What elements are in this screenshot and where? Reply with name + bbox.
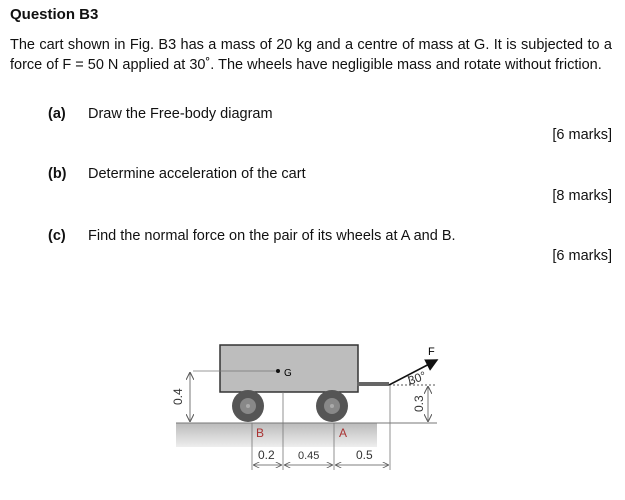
dim-0-3: 0.3	[412, 395, 426, 412]
point-a-label: A	[339, 426, 348, 440]
f-label: F	[428, 346, 435, 358]
question-title: Question B3	[10, 6, 99, 23]
part-label: (a)	[48, 106, 66, 122]
dim-0-4: 0.4	[171, 388, 185, 405]
wheel-a	[316, 390, 348, 422]
dim-0-5: 0.5	[356, 448, 373, 462]
part-b-marks: [8 marks]	[552, 188, 612, 204]
dim-0-45: 0.45	[298, 450, 320, 462]
part-a-marks: [6 marks]	[552, 127, 612, 143]
question-text: The cart shown in Fig. B3 has a mass of 20 kg and a centre of mass at G. It is subjected to a force of F = 50 N applied at 30˚. The wheels have negligible mass and rotate without friction.	[10, 37, 612, 73]
g-label: G	[284, 368, 292, 379]
part-label: (c)	[48, 228, 66, 244]
point-b-label: B	[256, 426, 265, 440]
part-text: Find the normal force on the pair of its wheels at A and B.	[88, 228, 456, 244]
wheel-b	[232, 390, 264, 422]
dim-0-2: 0.2	[258, 448, 275, 462]
angle-label: 30°	[406, 368, 429, 388]
part-text: Determine acceleration of the cart	[88, 166, 306, 182]
part-text: Draw the Free-body diagram	[88, 106, 273, 122]
tow-bar	[357, 382, 389, 386]
part-label: (b)	[48, 166, 67, 182]
center-of-mass	[276, 369, 280, 373]
part-c-marks: [6 marks]	[552, 248, 612, 264]
